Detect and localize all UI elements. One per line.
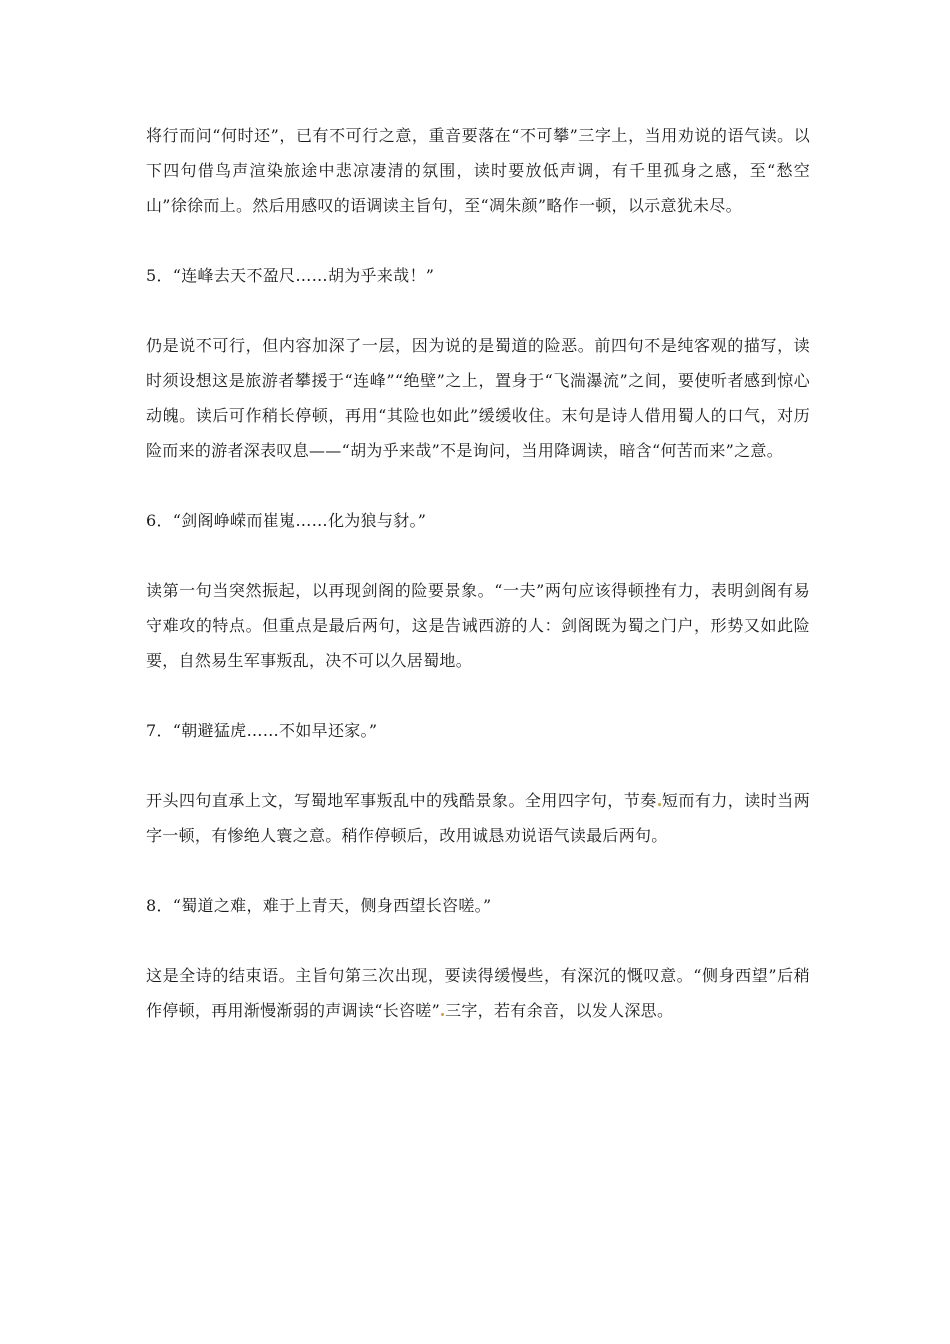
paragraph-7-part-a: 开头四句直承上文，写蜀地军事叛乱中的残酷景象。全用四字句，节奏	[146, 791, 657, 810]
document-page	[146, 118, 810, 1028]
heading-8: 8．“蜀道之难，难于上青天，侧身西望长咨嗟。”	[146, 896, 492, 915]
heading-5: 5．“连峰去天不盈尺……胡为乎来哉！”	[146, 266, 435, 285]
paragraph-7	[146, 783, 810, 853]
annotation-dot	[658, 803, 661, 806]
paragraph-8-part-a: 这是全诗的结束语。主旨句第三次出现，要读得缓慢些，有深沉的慨叹意。“侧身西望”后稍作停顿，再用渐慢渐弱的声调读“长咨嗟”	[146, 966, 810, 1020]
paragraph-6: 读第一句当突然振起，以再现剑阁的险要景象。“一夫”两句应该得顿挫有力，表明剑阁有易守难攻的特点。但重点是最后两句，这是告诫西游的人：剑阁既为蜀之门户，形势又如此险要，自然易生军事叛乱，决不可以久居蜀地。	[146, 581, 810, 670]
paragraph-5: 仍是说不可行，但内容加深了一层，因为说的是蜀道的险恶。前四句不是纯客观的描写，读时须设想这是旅游者攀援于“连峰”“绝壁”之上，置身于“飞湍瀑流”之间，要使听者感到惊心动魄。读后可作稍长停顿，再用“其险也如此”缓缓收住。末句是诗人借用蜀人的口气，对历险而来的游者深表叹息——“胡为乎来哉”不是询问，当用降调读，暗含“何苦而来”之意。	[146, 336, 810, 460]
heading-6: 6．“剑阁峥嵘而崔嵬……化为狼与豺。”	[146, 511, 427, 530]
heading-7: 7．“朝避猛虎……不如早还家。”	[146, 721, 378, 740]
annotation-dot	[441, 1013, 444, 1016]
paragraph-intro: 将行而问“何时还”，已有不可行之意，重音要落在“不可攀”三字上，当用劝说的语气读。以下四句借鸟声渲染旅途中悲凉凄清的氛围，读时要放低声调，有千里孤身之感，至“愁空山”徐徐而上。然后用感叹的语调读主旨句，至“凋朱颜”略作一顿，以示意犹未尽。	[146, 126, 810, 215]
paragraph-8	[146, 958, 810, 1028]
paragraph-8-part-b: 三字，若有余音，以发人深思。	[445, 1001, 674, 1020]
paragraph-7-part-b: 短而有力，读时当两字一顿，有惨绝人寰之意。稍作停顿后，改用诚恳劝说语气读最后两句。	[146, 791, 810, 845]
